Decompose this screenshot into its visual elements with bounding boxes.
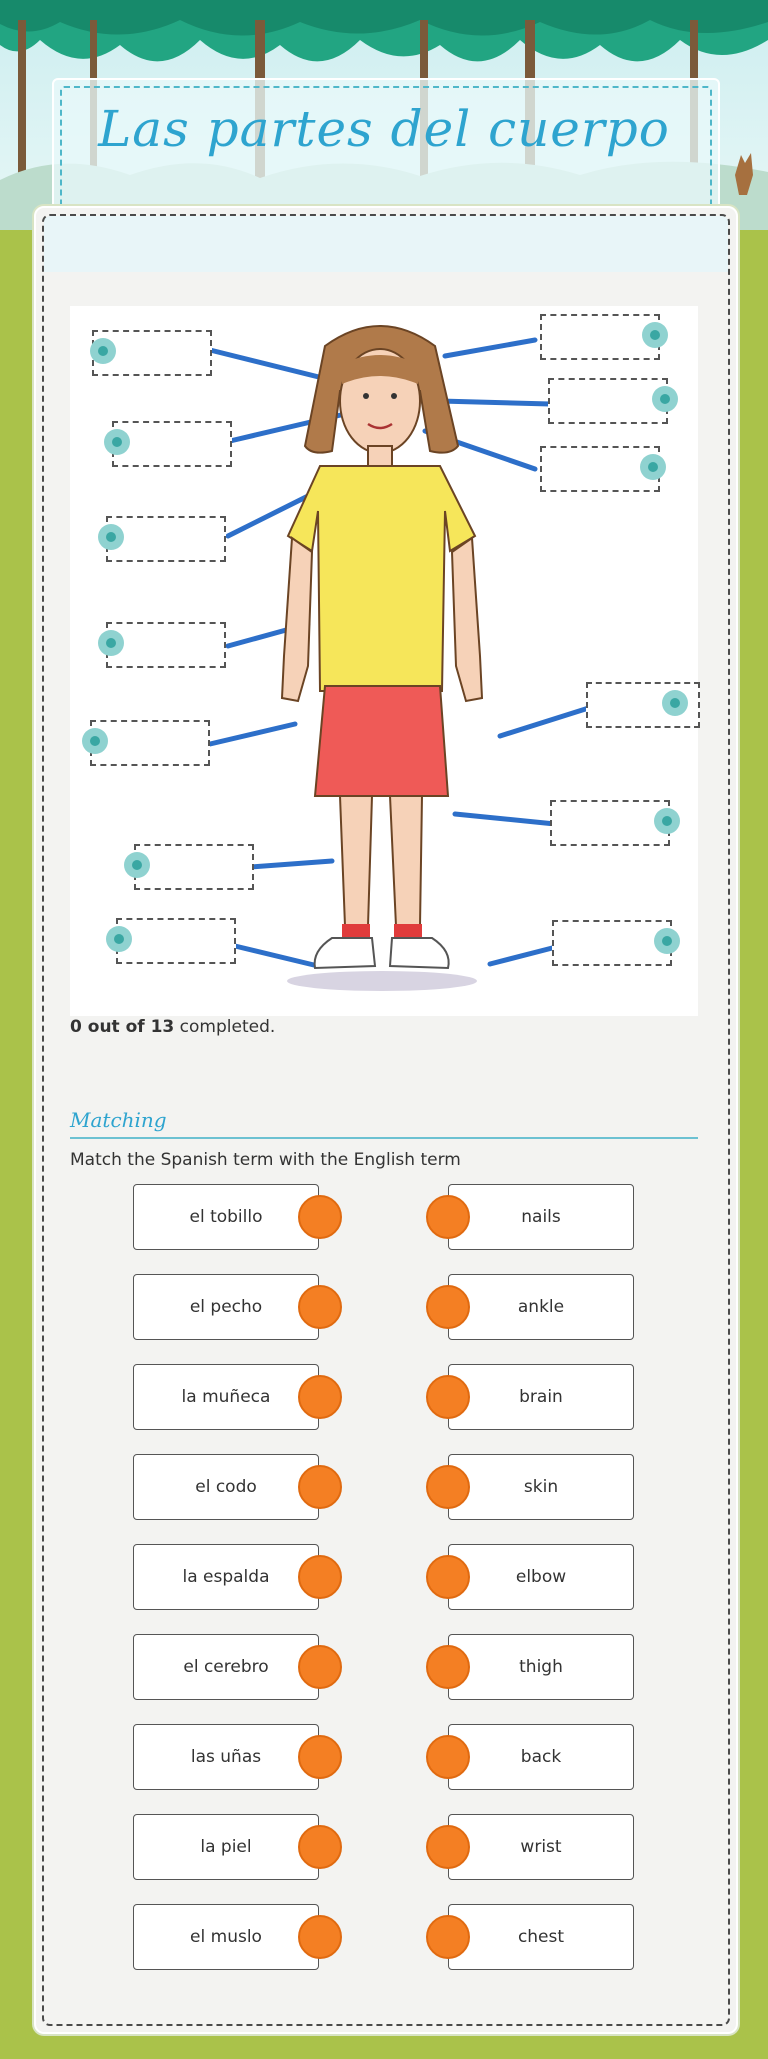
left-connector-8[interactable] — [298, 1825, 342, 1869]
left-connector-9[interactable] — [298, 1915, 342, 1959]
left-connector-6[interactable] — [298, 1645, 342, 1689]
label-dot-13[interactable] — [654, 928, 680, 954]
matching-heading: Matching — [70, 1108, 167, 1132]
left-term-7[interactable]: las uñas — [133, 1724, 319, 1790]
label-dot-2[interactable] — [104, 429, 130, 455]
left-term-4[interactable]: el codo — [133, 1454, 319, 1520]
left-term-3[interactable]: la muñeca — [133, 1364, 319, 1430]
right-connector-3[interactable] — [426, 1375, 470, 1419]
right-term-8[interactable]: wrist — [448, 1814, 634, 1880]
label-dot-1[interactable] — [90, 338, 116, 364]
right-term-7[interactable]: back — [448, 1724, 634, 1790]
right-connector-8[interactable] — [426, 1825, 470, 1869]
label-dot-4[interactable] — [98, 630, 124, 656]
left-connector-5[interactable] — [298, 1555, 342, 1599]
label-dot-9[interactable] — [652, 386, 678, 412]
right-term-5[interactable]: elbow — [448, 1544, 634, 1610]
left-term-1[interactable]: el tobillo — [133, 1184, 319, 1250]
progress-suffix: completed. — [174, 1017, 276, 1037]
label-drop-box-2[interactable] — [112, 421, 232, 467]
matching-instructions: Match the Spanish term with the English term — [70, 1150, 461, 1170]
label-drop-box-3[interactable] — [106, 516, 226, 562]
left-term-5[interactable]: la espalda — [133, 1544, 319, 1610]
right-term-4[interactable]: skin — [448, 1454, 634, 1520]
label-dot-3[interactable] — [98, 524, 124, 550]
progress-text — [70, 1017, 275, 1037]
label-dot-7[interactable] — [106, 926, 132, 952]
label-drop-box-4[interactable] — [106, 622, 226, 668]
card-header — [44, 216, 728, 272]
label-drop-box-7[interactable] — [116, 918, 236, 964]
progress-done: 0 — [70, 1017, 82, 1037]
section-divider — [70, 1137, 698, 1139]
body-diagram — [70, 306, 698, 1016]
right-term-3[interactable]: brain — [448, 1364, 634, 1430]
label-dot-6[interactable] — [124, 852, 150, 878]
right-connector-2[interactable] — [426, 1285, 470, 1329]
right-connector-7[interactable] — [426, 1735, 470, 1779]
left-term-9[interactable]: el muslo — [133, 1904, 319, 1970]
left-connector-4[interactable] — [298, 1465, 342, 1509]
left-connector-2[interactable] — [298, 1285, 342, 1329]
left-connector-7[interactable] — [298, 1735, 342, 1779]
right-connector-6[interactable] — [426, 1645, 470, 1689]
left-term-6[interactable]: el cerebro — [133, 1634, 319, 1700]
right-term-6[interactable]: thigh — [448, 1634, 634, 1700]
progress-count — [70, 1017, 174, 1037]
left-term-8[interactable]: la piel — [133, 1814, 319, 1880]
left-connector-3[interactable] — [298, 1375, 342, 1419]
label-dot-8[interactable] — [642, 322, 668, 348]
right-connector-4[interactable] — [426, 1465, 470, 1509]
right-term-1[interactable]: nails — [448, 1184, 634, 1250]
progress-separator: out of — [81, 1017, 151, 1037]
left-connector-1[interactable] — [298, 1195, 342, 1239]
right-connector-5[interactable] — [426, 1555, 470, 1599]
label-drop-box-9[interactable] — [548, 378, 668, 424]
left-term-2[interactable]: el pecho — [133, 1274, 319, 1340]
label-drop-box-5[interactable] — [90, 720, 210, 766]
right-connector-9[interactable] — [426, 1915, 470, 1959]
label-dot-5[interactable] — [82, 728, 108, 754]
label-drop-box-12[interactable] — [550, 800, 670, 846]
right-connector-1[interactable] — [426, 1195, 470, 1239]
label-dot-10[interactable] — [640, 454, 666, 480]
page-title: Las partes del cuerpo — [98, 100, 670, 158]
right-term-2[interactable]: ankle — [448, 1274, 634, 1340]
progress-total: 13 — [150, 1017, 175, 1037]
label-dot-11[interactable] — [662, 690, 688, 716]
label-dot-12[interactable] — [654, 808, 680, 834]
right-term-9[interactable]: chest — [448, 1904, 634, 1970]
label-drop-box-6[interactable] — [134, 844, 254, 890]
